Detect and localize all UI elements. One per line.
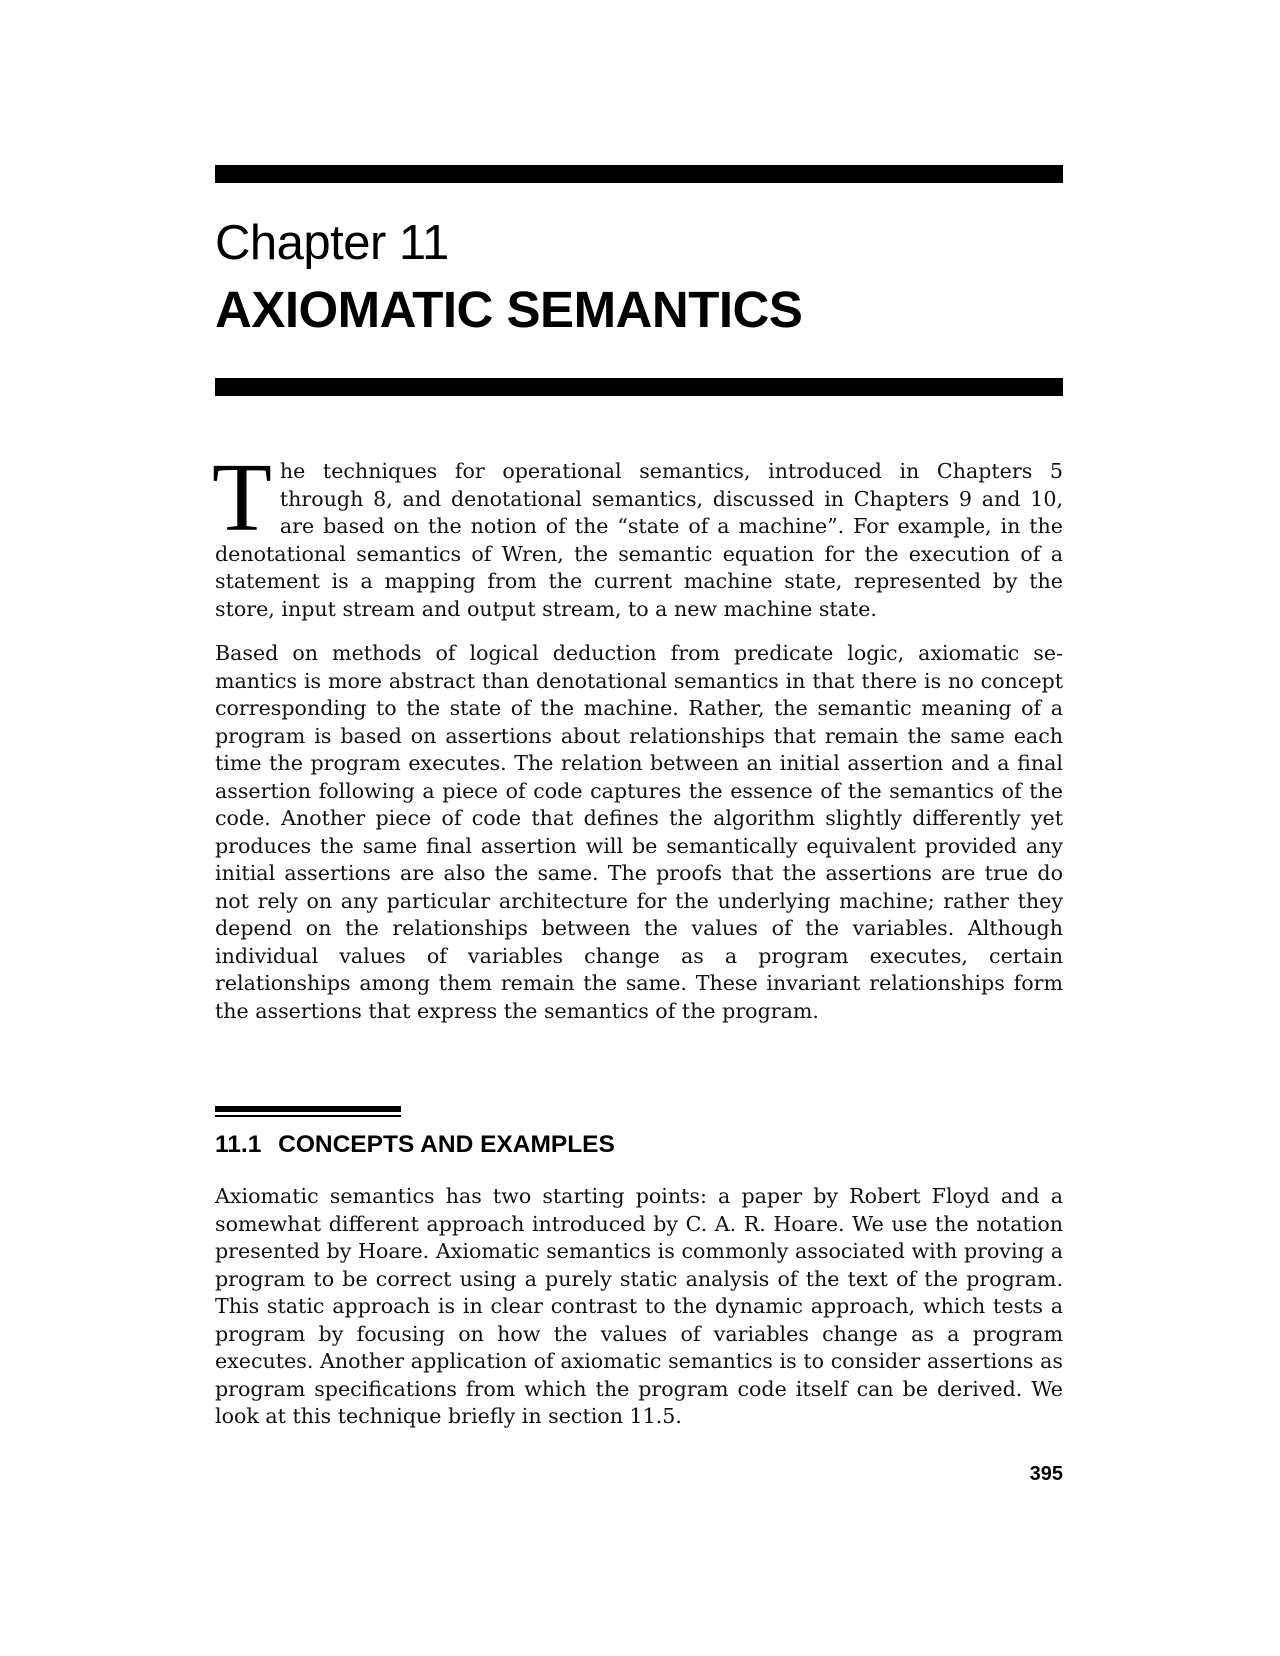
body-paragraph: Based on methods of logical deduction from predicate logic, axiomatic semantics is more abstract than denotational semantics in that there is no concept corresponding to the state of the machine. Rather, the semantic meaning of a program is based on assertions about relationships that remain the same each time the program executes. The relation between an initial assertion and a final assertion following a piece of code captures the essence of the semantics of the code. Another piece of code that defines the algorithm slightly differently yet produces the same final assertion will be semantically equivalent provided any initial assertions are also the same. The proofs that the assertions are true do not rely on any particular architecture for the underlying machine; rather they depend on the relationships between the values of the variables. Although individual values of variables change as a program executes, certain relationships among them remain the same. These invariant relationships form the assertions that express the semantics of the program. <box>215 641 1063 1023</box>
chapter-bottom-rule <box>215 378 1063 396</box>
intro-paragraph-text: he techniques for operational semantics, introduced in Chapters 5 through 8, and denotational semantics, discussed in Chapters 9 and 10, are based on the notion of the “state of a machine”. For example, in the denotational semantics of Wren, the semantic equation for the execution of a statement is a mapping from the current machine state, represented by the store, input stream and output stream, to a new machine state. <box>215 459 1063 621</box>
chapter-top-rule <box>215 165 1063 183</box>
chapter-label: Chapter 11 <box>215 216 449 270</box>
section-heading <box>215 1130 615 1160</box>
drop-cap: T <box>212 444 272 552</box>
chapter-title: AXIOMATIC SEMANTICS <box>215 281 803 338</box>
intro-paragraph <box>212 444 1063 623</box>
section-paragraph: Axiomatic semantics has two starting points: a paper by Robert Floyd and a somewhat different approach introduced by C. A. R. Hoare. We use the notation presented by Hoare. Axiomatic semantics is commonly associated with proving a program to be correct using a purely static analysis of the text of the program. This static approach is in clear contrast to the dynamic approach, which tests a program by focusing on how the values of variables change as a program executes. Another application of axiomatic semantics is to consider assertions as program specifications from which the program code itself can be derived. We look at this technique briefly in section 11.5. <box>215 1184 1063 1428</box>
page-number: 395 <box>1029 1463 1063 1485</box>
section-rule <box>215 1106 401 1117</box>
section-number: 11.1 <box>215 1131 262 1158</box>
section-title: CONCEPTS AND EXAMPLES <box>278 1131 615 1158</box>
book-page <box>212 0 1063 1656</box>
